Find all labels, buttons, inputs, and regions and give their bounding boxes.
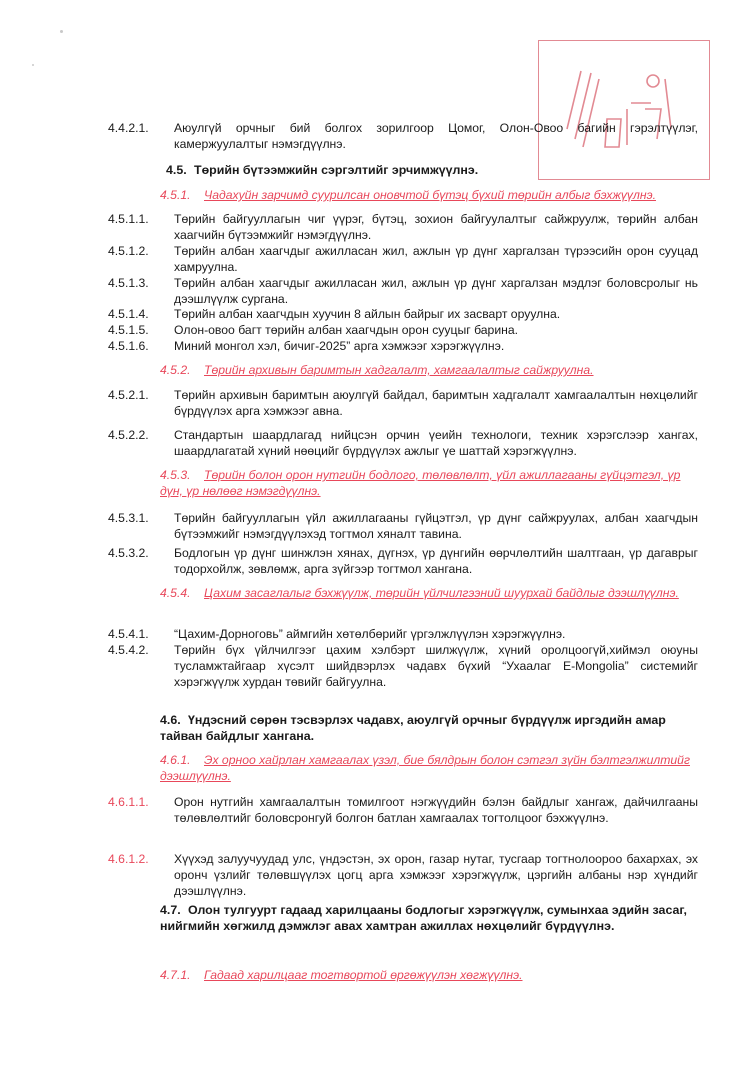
scan-speck: [32, 64, 34, 66]
item-number: 4.5.4.1.: [108, 627, 149, 641]
item-number: 4.5.4.2.: [108, 643, 149, 657]
item-number: 4.5.1.1.: [108, 212, 149, 226]
scan-speck: [60, 30, 63, 33]
subheading-number: 4.5.1.: [160, 188, 191, 202]
item-number: 4.5.2.2.: [108, 428, 149, 442]
item-number: 4.5.1.4.: [108, 307, 149, 321]
list-item: [108, 275, 698, 307]
list-item: [108, 120, 698, 152]
heading-text: Олон тулгуурт гадаад харилцааны бодлогыг хэрэгжүүлж, сумынхаа эдийн засаг, нийгмийн хөгжилд дэмжлэг авах хамтран ажиллах нөхцөлийг бүрдүүлнэ.: [160, 903, 687, 933]
section-heading: [160, 902, 700, 934]
subheading-text: Цахим засаглалыг бэхжүүлж, төрийн үйлчилгээний шуурхай байдлыг дээшлүүлнэ.: [204, 586, 679, 600]
list-item: [108, 427, 698, 459]
list-item: [108, 322, 698, 338]
item-text: Төрийн байгууллагын үйл ажиллагааны гүйцэтгэл, үр дүнг сайжруулах, албан хаагчдын бүтээмжийг нэмэгдүүлэхэд тогтмол хяналт тавина.: [174, 511, 698, 541]
item-text: Төрийн архивын баримтын аюулгүй байдал, баримтын хадгалалт хамгаалалтын нөхцөлийг бүрдүүлэх арга хэмжээг авна.: [174, 388, 698, 418]
subsection-heading: [160, 362, 700, 378]
item-number: 4.5.1.3.: [108, 276, 149, 290]
item-number: 4.6.1.1.: [108, 795, 149, 809]
subsection-heading: [160, 187, 700, 203]
item-number: 4.4.2.1.: [108, 121, 149, 135]
subheading-number: 4.5.3.: [160, 468, 191, 482]
approval-stamp-icon: [538, 40, 710, 180]
item-text: Хүүхэд залуучуудад улс, үндэстэн, эх орон, газар нутаг, тусгаар тогтнолоороо бахархах, эх оронч үзлийг төлөвшүүлэх цогц арга хэмжээг хэрэгжүүлж, цэргийн албаны нэр хүндийг дээшлүүлнэ.: [174, 852, 698, 898]
list-item: [108, 510, 698, 542]
heading-number: 4.6.: [160, 713, 181, 727]
list-item: [108, 211, 698, 243]
item-text: Төрийн албан хаагчдыг ажилласан жил, ажлын үр дүнг харгалзан мэдлэг боловсролыг нь дээшлүүлж сургана.: [174, 276, 698, 306]
subheading-text: Төрийн архивын баримтын хадгалалт, хамгаалалтыг сайжруулна.: [204, 363, 594, 377]
list-item: [108, 851, 698, 899]
section-heading: [166, 162, 686, 178]
subsection-heading: [160, 585, 700, 601]
list-item: [108, 387, 698, 419]
list-item: [108, 642, 698, 690]
subsection-heading: [160, 967, 700, 983]
subheading-number: 4.5.2.: [160, 363, 191, 377]
item-text: “Цахим-Дорноговь” аймгийн хөтөлбөрийг үргэлжлүүлэн хэрэгжүүлнэ.: [174, 627, 566, 641]
item-number: 4.5.1.5.: [108, 323, 149, 337]
heading-text: Үндэсний сөрөн тэсвэрлэх чадавх, аюулгүй орчныг бүрдүүлж иргэдийн амар тайван байдлыг хангана.: [160, 713, 666, 743]
subheading-text: Төрийн болон орон нутгийн бодлого, төлөвлөлт, үйл ажиллагааны гүйцэтгэл, үр дүн, үр нөлөөг нэмэгдүүлнэ.: [160, 468, 681, 498]
list-item: [108, 243, 698, 275]
item-text: Стандартын шаардлагад нийцсэн орчин үеийн технологи, техник хэрэгслээр хангах, шаардлагатай хүний нөөцийг бүрдүүлэх ажлыг үе шаттай хэрэгжүүлнэ.: [174, 428, 698, 458]
item-text: Төрийн бүх үйлчилгээг цахим хэлбэрт шилжүүлж, хүний оролцоогүй,хиймэл оюуны тусламжтайгаар хүсэлт шийдвэрлэх чадавх бүхий “Ухаалаг E-Mongolia” системийг хэрэгжүүлж хурдан төвийг байгуулна.: [174, 643, 698, 689]
item-text: Олон-овоо багт төрийн албан хаагчдын орон сууцыг барина.: [174, 323, 519, 337]
heading-text: Төрийн бүтээмжийн сэргэлтийг эрчимжүүлнэ.: [194, 163, 479, 177]
item-number: 4.5.3.2.: [108, 546, 149, 560]
subheading-text: Эх орноо хайрлан хамгаалах үзэл, бие бялдрын болон сэтгэл зүйн бэлтгэлжилтийг дээшлүүлнэ.: [160, 753, 690, 783]
subsection-heading: [160, 752, 700, 784]
heading-number: 4.7.: [160, 903, 181, 917]
item-number: 4.6.1.2.: [108, 852, 149, 866]
item-text: Орон нутгийн хамгаалалтын томилгоот нэгжүүдийн бэлэн байдлыг хангаж, дайчилгааны төлөвлөлтийг боловсронгуй болгон батлан хамгаалах тогтолцоог бэхжүүлнэ.: [174, 795, 698, 825]
list-item: [108, 338, 698, 354]
subsection-heading: [160, 467, 700, 499]
subheading-number: 4.7.1.: [160, 968, 191, 982]
item-number: 4.5.2.1.: [108, 388, 149, 402]
list-item: [108, 794, 698, 842]
list-item: [108, 545, 698, 577]
item-text: Бодлогын үр дүнг шинжлэн хянах, дүгнэх, үр дүнгийн өөрчлөлтийн шалтгаан, үр дагаврыг тодорхойлж, зөвлөмж, арга зүйгээр тогтмол хангана.: [174, 546, 698, 576]
item-number: 4.5.1.6.: [108, 339, 149, 353]
list-item: [108, 626, 698, 642]
subheading-text: Чадахуйн зарчимд суурилсан оновчтой бүтэц бүхий төрийн албыг бэхжүүлнэ.: [204, 188, 656, 202]
section-heading: [160, 712, 700, 744]
item-text: Төрийн албан хаагчдыг ажилласан жил, ажлын үр дүнг харгалзан түрээсийн орон сууцад хамруулна.: [174, 244, 698, 274]
heading-number: 4.5.: [166, 163, 187, 177]
list-item: [108, 306, 698, 322]
item-text: Миний монгол хэл, бичиг-2025” арга хэмжээг хэрэгжүүлнэ.: [174, 339, 505, 353]
subheading-text: Гадаад харилцааг тогтвортой өргөжүүлэн хөгжүүлнэ.: [204, 968, 523, 982]
item-text: Аюулгүй орчныг бий болгох зорилгоор Цомог, Олон-Овоо багийн гэрэлтүүлэг, камержуулалтыг нэмэгдүүлнэ.: [174, 121, 698, 151]
subheading-number: 4.5.4.: [160, 586, 191, 600]
subheading-number: 4.6.1.: [160, 753, 191, 767]
item-text: Төрийн албан хаагчдын хуучин 8 айлын байрыг их засварт оруулна.: [174, 307, 561, 321]
item-number: 4.5.1.2.: [108, 244, 149, 258]
item-number: 4.5.3.1.: [108, 511, 149, 525]
item-text: Төрийн байгууллагын чиг үүрэг, бүтэц, зохион байгуулалтыг сайжруулж, төрийн албан хаагчийн бүтээмжийг нэмэгдүүлнэ.: [174, 212, 698, 242]
